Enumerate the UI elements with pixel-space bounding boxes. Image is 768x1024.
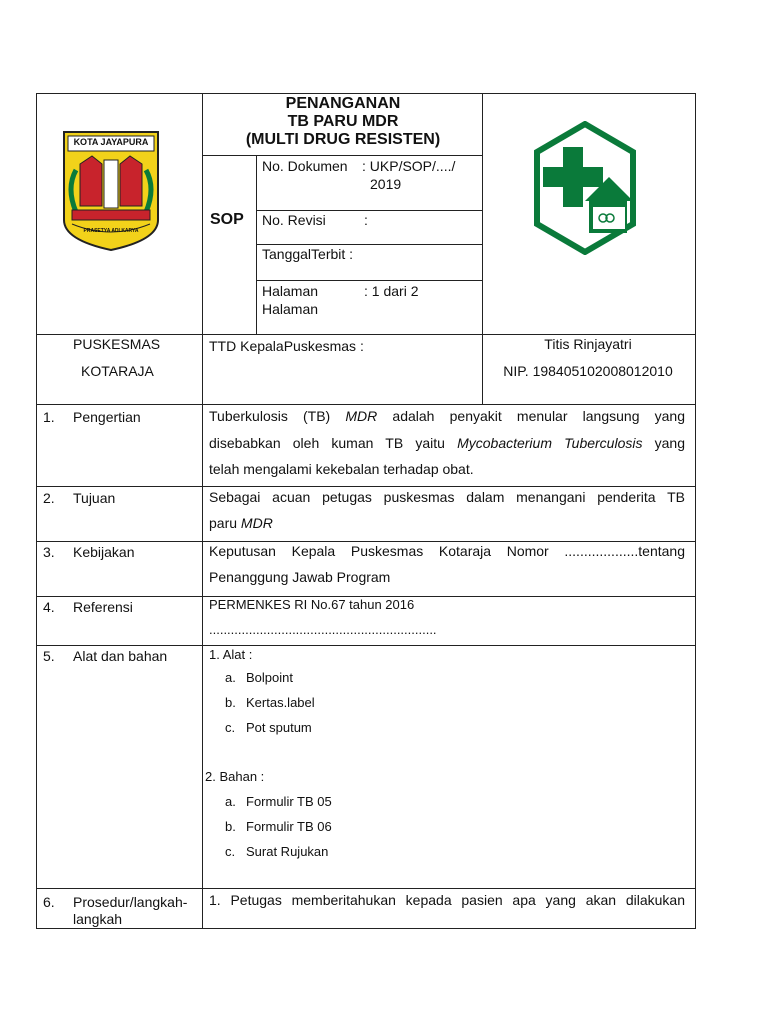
row-2-number: 2. — [43, 490, 55, 506]
bahan-item: Surat Rujukan — [246, 844, 329, 859]
bahan-item-marker: a. — [225, 794, 236, 809]
alat-item-marker: a. — [225, 670, 236, 685]
field-border-2 — [256, 244, 483, 245]
tanggal-terbit: TanggalTerbit : — [262, 246, 354, 262]
halaman-value: : 1 dari 2 — [364, 283, 419, 299]
alat-title: 1. Alat : — [209, 647, 253, 662]
no-dokumen-year: 2019 — [370, 176, 402, 192]
row-3-label: Kebijakan — [73, 544, 135, 560]
ttd-label: TTD KepalaPuskesmas : — [209, 338, 364, 354]
row-1-line-1: Tuberkulosis (TB) MDR adalah penyakit menular langsung yang — [209, 408, 685, 424]
title-line-2: TB PARU MDR — [287, 113, 399, 130]
org-line-1: PUSKESMAS — [73, 336, 161, 352]
bahan-title: 2. Bahan : — [205, 769, 265, 784]
header-bottom-border — [36, 334, 696, 335]
row-2-label: Tujuan — [73, 490, 116, 506]
row-6-number: 6. — [43, 894, 55, 910]
bahan-item-marker: c. — [225, 844, 236, 859]
no-revisi-label: No. Revisi — [262, 212, 326, 228]
bahan-item: Formulir TB 05 — [246, 794, 332, 809]
table-top-border — [36, 93, 696, 94]
table-left-border — [36, 93, 37, 929]
row-6-label-line-1: Prosedur/langkah- — [73, 894, 188, 910]
no-revisi-value: : — [364, 212, 368, 228]
alat-item-marker: c. — [225, 720, 236, 735]
alat-item: Pot sputum — [246, 720, 312, 735]
column-divider-1 — [202, 93, 203, 929]
bahan-item: Formulir TB 06 — [246, 819, 332, 834]
alat-item-marker: b. — [225, 695, 236, 710]
halaman-label: Halaman — [262, 283, 319, 299]
row-5-number: 5. — [43, 648, 55, 664]
table-bottom-border — [36, 928, 696, 929]
sop-label: SOP — [210, 211, 244, 228]
signer-nip: NIP. 198405102008012010 — [503, 363, 673, 379]
row-4-line-1: PERMENKES RI No.67 tahun 2016 — [209, 597, 415, 612]
row-3-line-2: Penanggung Jawab Program — [209, 569, 391, 585]
document-title — [203, 95, 483, 149]
row-3-line-1: Keputusan Kepala Puskesmas Kotaraja Nomor ...................tentang — [209, 543, 685, 559]
row-1-label: Pengertian — [73, 409, 141, 425]
no-dokumen-label: No. Dokumen — [262, 158, 348, 174]
alat-item: Bolpoint — [246, 670, 293, 685]
row-1-number: 1. — [43, 409, 55, 425]
halaman-unit: Halaman — [262, 301, 319, 317]
field-border-1 — [256, 210, 483, 211]
row-3-number: 3. — [43, 544, 55, 560]
sop-divider — [256, 155, 257, 335]
row-1-line-3: telah mengalami kekebalan terhadap obat. — [209, 461, 474, 477]
puskesmas-logo-icon — [533, 121, 637, 255]
bahan-item-marker: b. — [225, 819, 236, 834]
row-4-label: Referensi — [73, 599, 133, 615]
row-2-line-2: paru MDR — [209, 515, 273, 531]
logo-city-text: KOTA JAYAPURA — [73, 137, 149, 147]
title-line-1: PENANGANAN — [285, 95, 401, 112]
row-6-line-1: 1. Petugas memberitahukan kepada pasien apa yang akan dilakukan — [209, 892, 685, 908]
row-5-label: Alat dan bahan — [73, 648, 168, 664]
table-right-border — [695, 93, 696, 929]
row-border-4 — [36, 645, 696, 646]
no-dokumen-value: : UKP/SOP/..../ — [362, 158, 456, 174]
field-border-3 — [256, 280, 483, 281]
row-1-line-2: disebabkan oleh kuman TB yaitu Mycobacterium Tuberculosis yang — [209, 435, 685, 451]
alat-item: Kertas.label — [246, 695, 315, 710]
row-2-line-1: Sebagai acuan petugas puskesmas dalam menangani penderita TB — [209, 489, 685, 505]
row-6-label-line-2: langkah — [73, 911, 123, 927]
title-bottom-border — [202, 155, 483, 156]
row-4-number: 4. — [43, 599, 55, 615]
title-line-3: (MULTI DRUG RESISTEN) — [245, 131, 441, 148]
logo-motto-text: PRASETYA ADI KARYA — [83, 228, 139, 234]
signer-name: Titis Rinjayatri — [544, 336, 632, 352]
org-line-2: KOTARAJA — [81, 363, 154, 379]
row-4-line-2: ............................................................... — [209, 622, 437, 637]
